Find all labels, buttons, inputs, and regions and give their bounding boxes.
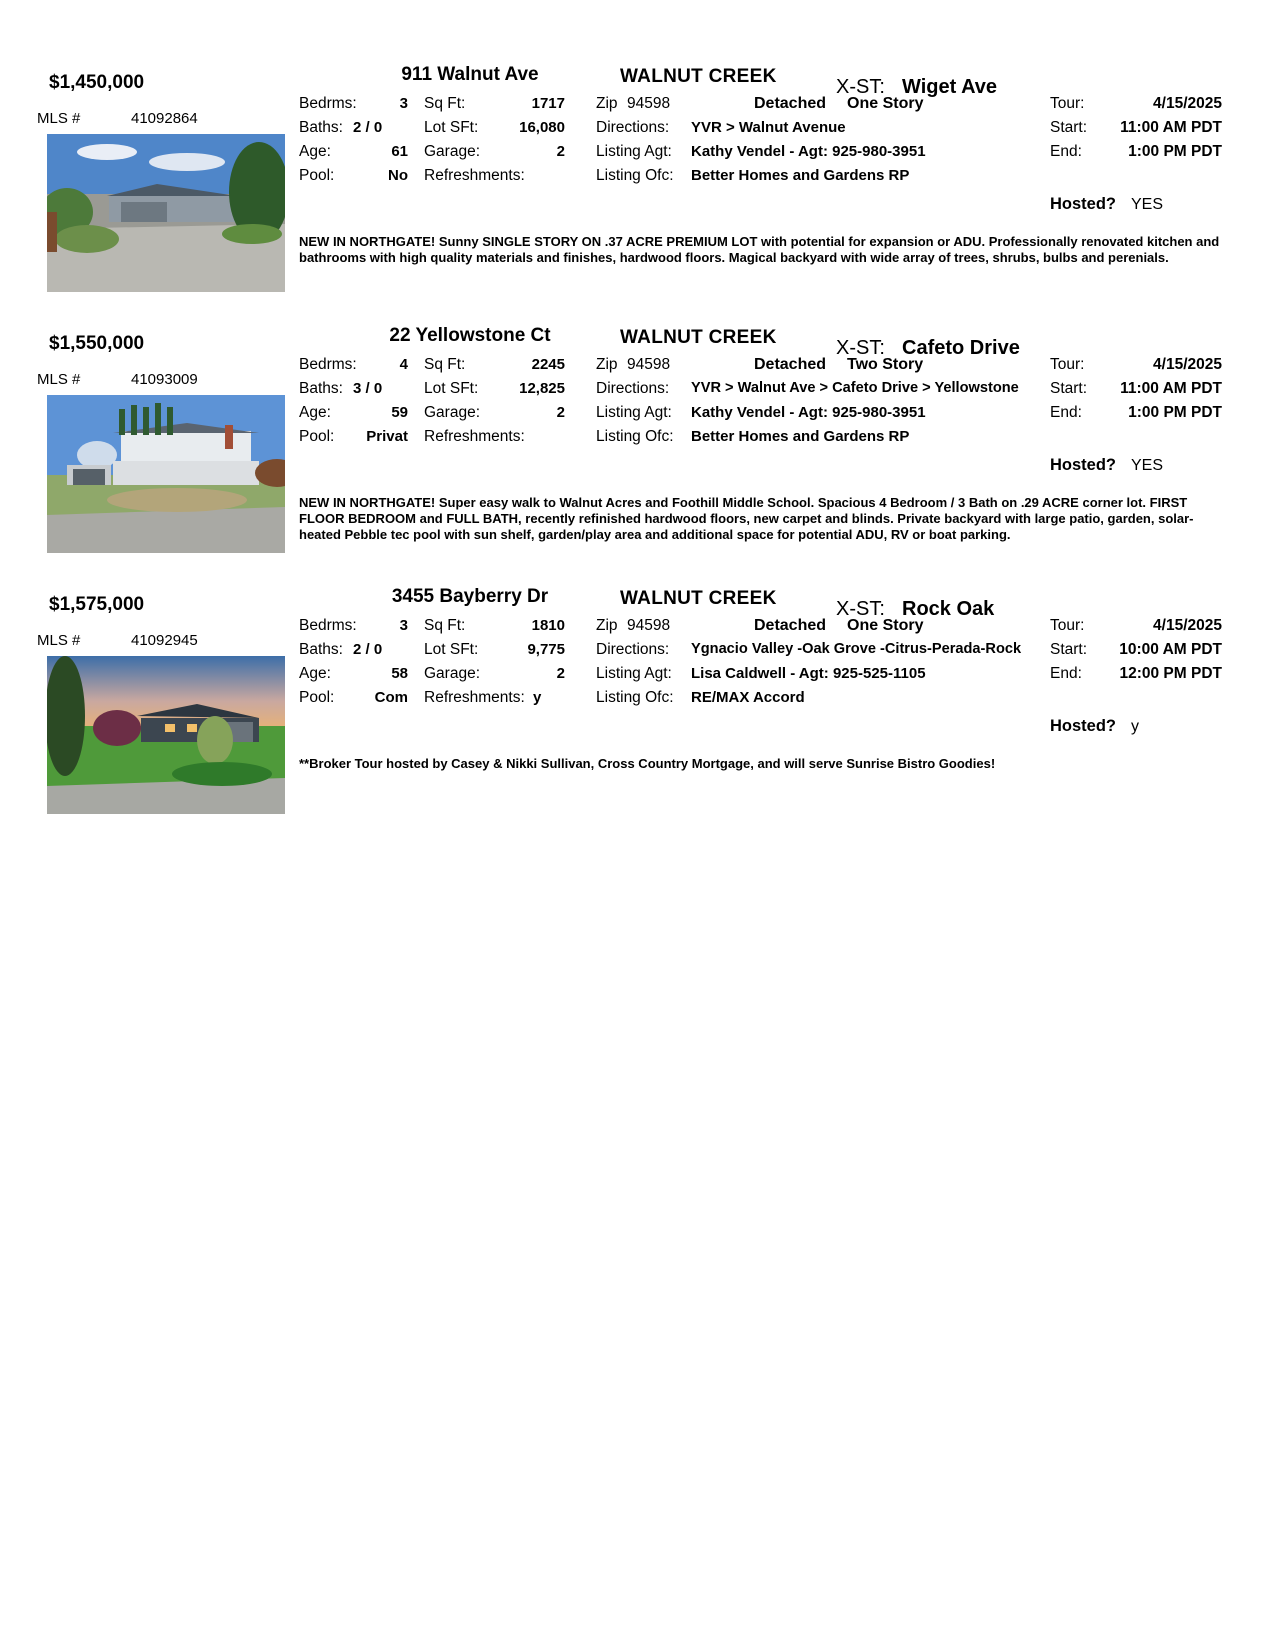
mls-label: MLS # <box>37 371 81 388</box>
cross-street: Wiget Ave <box>902 76 998 98</box>
sqft-label: Sq Ft: <box>424 617 466 634</box>
tour-label: Tour: <box>1050 617 1085 634</box>
directions-value: Ygnacio Valley -Oak Grove -Citrus-Perada-Rock <box>691 641 1022 657</box>
office-label: Listing Ofc: <box>596 428 674 445</box>
listing-description: NEW IN NORTHGATE! Super easy walk to Walnut Acres and Foothill Middle School. Spacious 4 Bedroom / 3 Bath on .29 ACRE corner lot. FIRST FLOOR BEDROOM and FULL BATH, recently refinished hardwood floors, new carpet and blinds. Private backyard with large patio, garden, solar-heated Pebble tec pool with sun shelf, garden/play area and additional space for potential ADU, RV or boat parking. <box>299 495 1194 542</box>
sqft-value: 2245 <box>531 356 565 373</box>
directions-label: Directions: <box>596 380 670 397</box>
baths-label: Baths: <box>299 641 343 658</box>
pool-label: Pool: <box>299 428 335 445</box>
office-label: Listing Ofc: <box>596 167 674 184</box>
bedrooms-label: Bedrms: <box>299 95 357 112</box>
agent-label: Listing Agt: <box>596 143 672 160</box>
bedrooms-value: 4 <box>399 356 408 373</box>
directions-value: YVR > Walnut Ave > Cafeto Drive > Yellowstone <box>691 380 1019 396</box>
listing-city: WALNUT CREEK <box>620 66 777 87</box>
lot-value: 16,080 <box>519 119 565 136</box>
hosted-value: YES <box>1131 196 1164 213</box>
listing-city: WALNUT CREEK <box>620 327 777 348</box>
stories: One Story <box>847 95 924 112</box>
stories: One Story <box>847 617 924 634</box>
garage-label: Garage: <box>424 665 481 682</box>
garage-label: Garage: <box>424 404 481 421</box>
zip-label: Zip <box>596 95 618 112</box>
office-value: RE/MAX Accord <box>691 689 805 706</box>
refreshments-value: y <box>533 689 542 706</box>
garage-value: 2 <box>556 665 565 682</box>
directions-label: Directions: <box>596 641 670 658</box>
start-label: Start: <box>1050 380 1088 397</box>
mls-number: 41092945 <box>131 632 198 649</box>
cross-street-label: X-ST: <box>836 337 885 359</box>
cross-street-label: X-ST: <box>836 76 885 98</box>
start-label: Start: <box>1050 641 1088 658</box>
mls-number: 41092864 <box>131 110 198 127</box>
sqft-value: 1717 <box>531 95 565 112</box>
bedrooms-value: 3 <box>399 95 408 112</box>
listing-price: $1,450,000 <box>49 72 145 93</box>
end-time: 12:00 PM PDT <box>1119 665 1222 682</box>
agent-value: Kathy Vendel - Agt: 925-980-3951 <box>691 143 926 160</box>
start-time: 10:00 AM PDT <box>1119 641 1222 658</box>
mls-label: MLS # <box>37 632 81 649</box>
start-time: 11:00 AM PDT <box>1120 119 1222 136</box>
bedrooms-label: Bedrms: <box>299 617 357 634</box>
hosted-label: Hosted? <box>1050 195 1116 213</box>
mls-label: MLS # <box>37 110 81 127</box>
end-label: End: <box>1050 143 1082 160</box>
listing-card <box>0 307 1275 567</box>
end-label: End: <box>1050 404 1082 421</box>
garage-value: 2 <box>556 404 565 421</box>
property-type: Detached <box>754 356 827 373</box>
property-photo <box>47 395 285 553</box>
bedrooms-value: 3 <box>399 617 408 634</box>
property-photo <box>47 656 285 814</box>
tour-date: 4/15/2025 <box>1153 356 1222 373</box>
sqft-label: Sq Ft: <box>424 95 466 112</box>
age-label: Age: <box>299 404 331 421</box>
lot-value: 12,825 <box>519 380 565 397</box>
age-value: 59 <box>391 404 408 421</box>
lot-label: Lot SFt: <box>424 119 479 136</box>
lot-value: 9,775 <box>527 641 565 658</box>
zip-value: 94598 <box>627 95 671 112</box>
listing-address: 3455 Bayberry Dr <box>391 586 549 607</box>
baths-label: Baths: <box>299 380 343 397</box>
tour-label: Tour: <box>1050 356 1085 373</box>
hosted-value: y <box>1131 718 1139 735</box>
refreshments-label: Refreshments: <box>424 689 525 706</box>
bedrooms-label: Bedrms: <box>299 356 357 373</box>
garage-label: Garage: <box>424 143 481 160</box>
zip-label: Zip <box>596 617 618 634</box>
listing-description: **Broker Tour hosted by Casey & Nikki Sullivan, Cross Country Mortgage, and will serve Sunrise Bistro Goodies! <box>299 756 996 771</box>
listing-address: 911 Walnut Ave <box>401 64 539 85</box>
lot-label: Lot SFt: <box>424 380 479 397</box>
zip-value: 94598 <box>627 617 671 634</box>
baths-value: 2 / 0 <box>353 119 383 136</box>
garage-value: 2 <box>556 143 565 160</box>
agent-value: Kathy Vendel - Agt: 925-980-3951 <box>691 404 926 421</box>
end-label: End: <box>1050 665 1082 682</box>
listing-city: WALNUT CREEK <box>620 588 777 609</box>
refreshments-label: Refreshments: <box>424 167 525 184</box>
start-label: Start: <box>1050 119 1088 136</box>
office-value: Better Homes and Gardens RP <box>691 167 910 184</box>
pool-value: Privat <box>366 428 408 445</box>
age-label: Age: <box>299 143 331 160</box>
age-label: Age: <box>299 665 331 682</box>
listing-address: 22 Yellowstone Ct <box>389 325 551 346</box>
agent-value: Lisa Caldwell - Agt: 925-525-1105 <box>691 665 926 682</box>
tour-date: 4/15/2025 <box>1153 95 1222 112</box>
directions-value: YVR > Walnut Avenue <box>691 119 846 136</box>
property-type: Detached <box>754 95 827 112</box>
end-time: 1:00 PM PDT <box>1128 143 1222 160</box>
baths-label: Baths: <box>299 119 343 136</box>
hosted-label: Hosted? <box>1050 717 1116 735</box>
zip-value: 94598 <box>627 356 671 373</box>
listing-price: $1,550,000 <box>49 333 145 354</box>
sqft-label: Sq Ft: <box>424 356 466 373</box>
office-label: Listing Ofc: <box>596 689 674 706</box>
listing-price: $1,575,000 <box>49 594 145 615</box>
listing-description: NEW IN NORTHGATE! Sunny SINGLE STORY ON .37 ACRE PREMIUM LOT with potential for expansion or ADU. Professionally renovated kitchen and bathrooms with high quality materials and finishes, hardwood floors. Magical backyard with wide array of trees, shrubs, bulbs and perenials. <box>299 234 1220 265</box>
cross-street: Rock Oak <box>902 598 995 620</box>
mls-number: 41093009 <box>131 371 198 388</box>
baths-value: 3 / 0 <box>353 380 383 397</box>
pool-label: Pool: <box>299 689 335 706</box>
start-time: 11:00 AM PDT <box>1120 380 1222 397</box>
sqft-value: 1810 <box>531 617 565 634</box>
listing-card <box>0 568 1275 828</box>
property-photo <box>47 134 285 292</box>
agent-label: Listing Agt: <box>596 404 672 421</box>
pool-value: Com <box>374 689 408 706</box>
directions-label: Directions: <box>596 119 670 136</box>
tour-label: Tour: <box>1050 95 1085 112</box>
pool-value: No <box>388 167 408 184</box>
property-type: Detached <box>754 617 827 634</box>
stories: Two Story <box>847 356 924 373</box>
office-value: Better Homes and Gardens RP <box>691 428 910 445</box>
cross-street-label: X-ST: <box>836 598 885 620</box>
tour-date: 4/15/2025 <box>1153 617 1222 634</box>
pool-label: Pool: <box>299 167 335 184</box>
listing-card <box>0 46 1275 306</box>
baths-value: 2 / 0 <box>353 641 383 658</box>
hosted-label: Hosted? <box>1050 456 1116 474</box>
lot-label: Lot SFt: <box>424 641 479 658</box>
agent-label: Listing Agt: <box>596 665 672 682</box>
zip-label: Zip <box>596 356 618 373</box>
end-time: 1:00 PM PDT <box>1128 404 1222 421</box>
age-value: 61 <box>391 143 408 160</box>
age-value: 58 <box>391 665 408 682</box>
refreshments-label: Refreshments: <box>424 428 525 445</box>
cross-street: Cafeto Drive <box>902 337 1020 359</box>
hosted-value: YES <box>1131 457 1164 474</box>
